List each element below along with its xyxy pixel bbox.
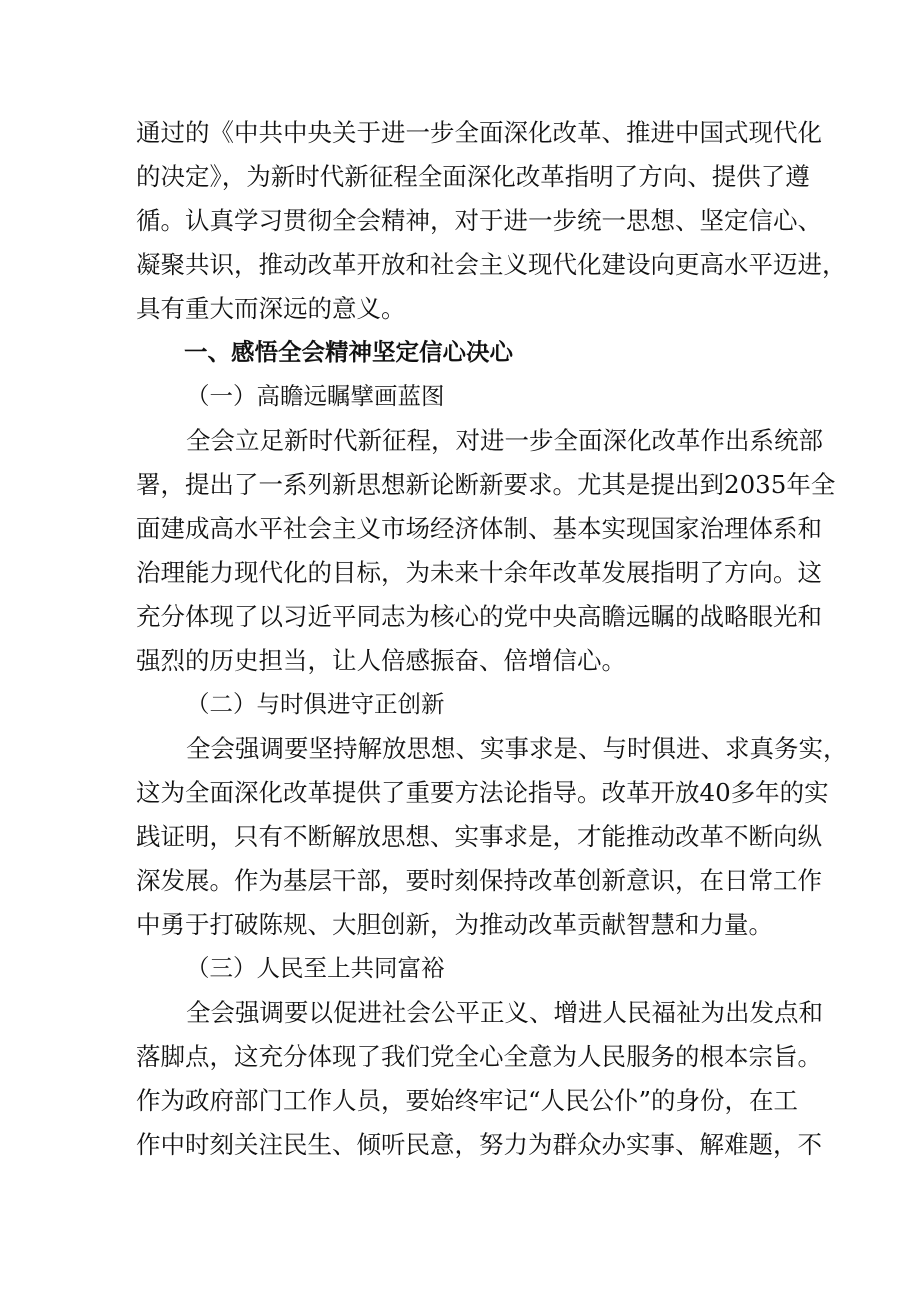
subsection-1-title: （一）高瞻远瞩擘画蓝图 [186, 382, 445, 410]
intro-line-5: 具有重大而深远的意义。 [136, 294, 406, 323]
subsection-2-title: （二）与时俱进守正创新 [186, 690, 445, 718]
sub2-line-5: 中勇于打破陈规、大胆创新，为推动改革贡献智慧和力量。 [136, 910, 773, 939]
sub1-line-5: 充分体现了以习近平同志为核心的党中央高瞻远瞩的战略眼光和 [136, 602, 822, 631]
intro-line-3: 循。认真学习贯彻全会精神，对于进一步统一思想、坚定信心、 [136, 206, 822, 235]
sub2-line-4: 深发展。作为基层干部，要时刻保持改革创新意识，在日常工作 [136, 866, 822, 895]
sub3-line-1: 全会强调要以促进社会公平正义、增进人民福祉为出发点和 [186, 998, 823, 1027]
sub3-line-3: 作为政府部门工作人员，要始终牢记“人民公仆”的身份，在工 [136, 1086, 799, 1115]
intro-line-2: 的决定》，为新时代新征程全面深化改革指明了方向、提供了遵 [136, 162, 810, 191]
sub1-line-2: 署，提出了一系列新思想新论断新要求。尤其是提出到2035年全 [136, 470, 836, 499]
sub2-line-1: 全会强调要坚持解放思想、实事求是、与时俱进、求真务实， [186, 734, 848, 763]
intro-line-1: 通过的《中共中央关于进一步全面深化改革、推进中国式现代化 [136, 118, 822, 147]
sub3-line-4: 作中时刻关注民生、倾听民意，努力为群众办实事、解难题，不 [136, 1130, 822, 1159]
sub1-line-3: 面建成高水平社会主义市场经济体制、基本实现国家治理体系和 [136, 514, 822, 543]
sub1-line-4: 治理能力现代化的目标，为未来十余年改革发展指明了方向。这 [136, 558, 822, 587]
sub1-line-6: 强烈的历史担当，让人倍感振奋、倍增信心。 [136, 646, 626, 675]
subsection-3-title: （三）人民至上共同富裕 [186, 954, 445, 982]
section-1-title: 一、感悟全会精神坚定信心决心 [184, 338, 513, 366]
sub2-line-2: 这为全面深化改革提供了重要方法论指导。改革开放40多年的实 [136, 778, 829, 807]
sub1-line-1: 全会立足新时代新征程，对进一步全面深化改革作出系统部 [186, 426, 823, 455]
sub3-line-2: 落脚点，这充分体现了我们党全心全意为人民服务的根本宗旨。 [136, 1042, 822, 1071]
sub2-line-3: 践证明，只有不断解放思想、实事求是，才能推动改革不断向纵 [136, 822, 822, 851]
intro-line-4: 凝聚共识，推动改革开放和社会主义现代化建设向更高水平迈进， [136, 250, 847, 279]
